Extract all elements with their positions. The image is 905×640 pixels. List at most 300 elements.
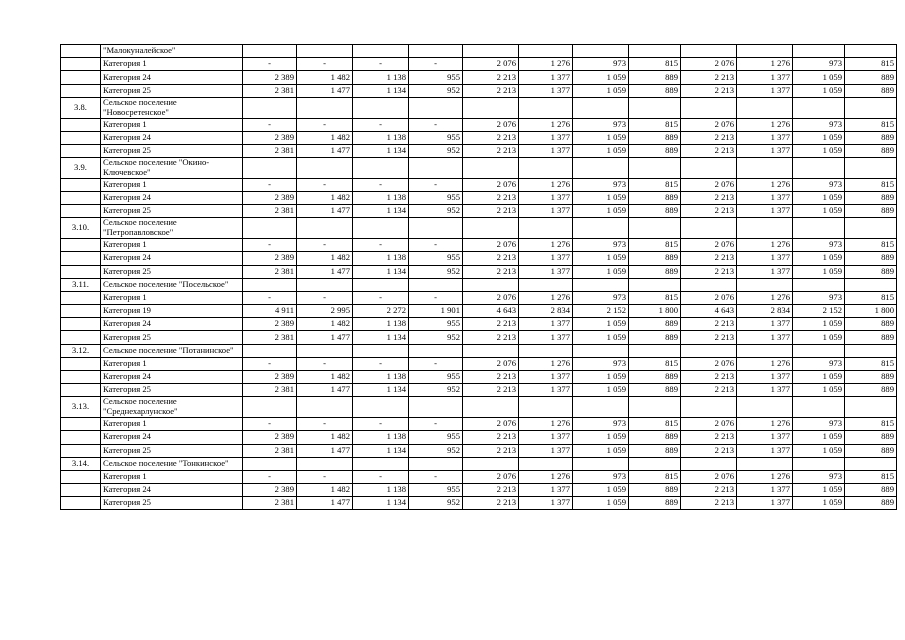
category-name-cell: Категория 1 [101, 470, 243, 483]
value-cell: 2 076 [463, 291, 519, 304]
value-cell: 1 059 [793, 205, 845, 218]
row-number-cell: 3.11. [61, 278, 101, 291]
value-cell: - [297, 58, 353, 71]
value-cell [845, 344, 897, 357]
value-cell: 2 213 [463, 444, 519, 457]
value-cell: 1 059 [573, 131, 629, 144]
value-cell [629, 218, 681, 239]
value-cell [629, 457, 681, 470]
table-row [61, 331, 897, 344]
value-cell: - [243, 239, 297, 252]
value-cell [243, 97, 297, 118]
value-cell: 2 076 [463, 58, 519, 71]
value-cell: 2 381 [243, 205, 297, 218]
value-cell [793, 218, 845, 239]
table-row [61, 418, 897, 431]
value-cell: 1 377 [737, 265, 793, 278]
section-header-row [61, 344, 897, 357]
value-cell: 2 213 [463, 497, 519, 510]
table-row [61, 318, 897, 331]
category-name-cell: Категория 24 [101, 371, 243, 384]
value-cell: 1 059 [793, 431, 845, 444]
row-number-cell [61, 239, 101, 252]
value-cell: 1 377 [737, 252, 793, 265]
value-cell: - [243, 418, 297, 431]
value-cell: 889 [629, 331, 681, 344]
value-cell: 1 059 [793, 131, 845, 144]
value-cell: - [409, 291, 463, 304]
table-row [61, 265, 897, 278]
value-cell: 1 377 [737, 144, 793, 157]
value-cell: 1 059 [793, 252, 845, 265]
value-cell: 973 [573, 239, 629, 252]
value-cell: 1 134 [353, 331, 409, 344]
value-cell: - [297, 239, 353, 252]
row-number-cell [61, 118, 101, 131]
value-cell: 889 [629, 84, 681, 97]
category-name-cell: Категория 25 [101, 205, 243, 218]
value-cell: 2 213 [463, 371, 519, 384]
value-cell: 2 213 [681, 192, 737, 205]
value-cell [409, 457, 463, 470]
category-name-cell: Категория 1 [101, 239, 243, 252]
table-row [61, 384, 897, 397]
value-cell: - [243, 470, 297, 483]
table-row [61, 470, 897, 483]
value-cell: 1 134 [353, 497, 409, 510]
section-header-row [61, 218, 897, 239]
value-cell: 973 [793, 357, 845, 370]
value-cell: 2 213 [681, 71, 737, 84]
value-cell: 1 482 [297, 318, 353, 331]
category-name-cell: Категория 1 [101, 357, 243, 370]
value-cell: 815 [845, 178, 897, 191]
value-cell: 1 377 [737, 331, 793, 344]
value-cell: 2 213 [463, 484, 519, 497]
value-cell: 1 134 [353, 384, 409, 397]
table-row [61, 371, 897, 384]
table-row [61, 131, 897, 144]
value-cell: 1 059 [573, 497, 629, 510]
value-cell: 889 [845, 205, 897, 218]
row-number-cell: 3.9. [61, 158, 101, 179]
value-cell [353, 278, 409, 291]
row-number-cell [61, 444, 101, 457]
table-row [61, 252, 897, 265]
value-cell: 815 [845, 291, 897, 304]
value-cell: 815 [629, 470, 681, 483]
value-cell: 4 911 [243, 305, 297, 318]
value-cell: 1 276 [519, 178, 573, 191]
table-row [61, 484, 897, 497]
value-cell [681, 457, 737, 470]
value-cell [681, 97, 737, 118]
row-number-cell: 3.8. [61, 97, 101, 118]
value-cell: - [409, 239, 463, 252]
value-cell: 1 477 [297, 265, 353, 278]
value-cell [845, 457, 897, 470]
value-cell: 1 482 [297, 431, 353, 444]
table-row [61, 178, 897, 191]
value-cell: - [243, 178, 297, 191]
category-name-cell: Категория 25 [101, 497, 243, 510]
value-cell: 1 138 [353, 192, 409, 205]
value-cell: - [409, 58, 463, 71]
value-cell: 2 076 [681, 58, 737, 71]
value-cell [681, 344, 737, 357]
value-cell: 1 276 [737, 470, 793, 483]
value-cell [737, 218, 793, 239]
value-cell: 973 [793, 178, 845, 191]
row-number-cell [61, 470, 101, 483]
value-cell: 1 377 [519, 384, 573, 397]
value-cell: 1 901 [409, 305, 463, 318]
value-cell: 1 059 [573, 431, 629, 444]
value-cell [793, 158, 845, 179]
value-cell: 1 377 [519, 371, 573, 384]
value-cell: - [409, 178, 463, 191]
value-cell: 1 377 [519, 265, 573, 278]
value-cell: 889 [845, 144, 897, 157]
table-row [61, 305, 897, 318]
value-cell: 815 [629, 239, 681, 252]
value-cell: 815 [629, 291, 681, 304]
value-cell: 2 381 [243, 265, 297, 278]
value-cell: 1 059 [573, 444, 629, 457]
value-cell: 889 [845, 252, 897, 265]
value-cell: 1 134 [353, 265, 409, 278]
value-cell: 815 [629, 357, 681, 370]
value-cell: 1 477 [297, 205, 353, 218]
value-cell: 1 059 [573, 265, 629, 278]
value-cell [297, 218, 353, 239]
row-number-cell [61, 291, 101, 304]
value-cell: 2 389 [243, 431, 297, 444]
value-cell: - [353, 118, 409, 131]
value-cell: 889 [629, 71, 681, 84]
value-cell [629, 97, 681, 118]
value-cell: 1 477 [297, 444, 353, 457]
value-cell: 889 [629, 384, 681, 397]
settlement-name-cell: "Малокуналейское" [101, 45, 243, 58]
value-cell: 2 076 [463, 118, 519, 131]
value-cell: 1 377 [737, 192, 793, 205]
row-number-cell [61, 71, 101, 84]
value-cell: 952 [409, 144, 463, 157]
value-cell [573, 218, 629, 239]
value-cell: 889 [629, 131, 681, 144]
value-cell [681, 158, 737, 179]
value-cell [681, 278, 737, 291]
value-cell: 889 [629, 371, 681, 384]
value-cell: 1 059 [573, 192, 629, 205]
value-cell: 973 [573, 418, 629, 431]
value-cell: 1 477 [297, 84, 353, 97]
value-cell: 1 059 [793, 71, 845, 84]
value-cell [353, 397, 409, 418]
row-number-cell: 3.10. [61, 218, 101, 239]
value-cell: - [297, 470, 353, 483]
value-cell: 955 [409, 192, 463, 205]
value-cell: 2 213 [681, 497, 737, 510]
value-cell: - [243, 357, 297, 370]
category-name-cell: Категория 25 [101, 384, 243, 397]
value-cell [793, 278, 845, 291]
value-cell: 2 152 [793, 305, 845, 318]
table-row [61, 118, 897, 131]
value-cell: 973 [793, 470, 845, 483]
row-number-cell: 3.13. [61, 397, 101, 418]
value-cell: 2 076 [681, 357, 737, 370]
row-number-cell [61, 144, 101, 157]
value-cell: 1 134 [353, 444, 409, 457]
value-cell [463, 218, 519, 239]
value-cell: 1 059 [793, 144, 845, 157]
value-cell: 2 213 [463, 331, 519, 344]
value-cell: 2 834 [737, 305, 793, 318]
section-header-row [61, 278, 897, 291]
value-cell [409, 45, 463, 58]
value-cell: 1 059 [573, 84, 629, 97]
value-cell [573, 457, 629, 470]
value-cell: 2 389 [243, 71, 297, 84]
section-header-row [61, 97, 897, 118]
value-cell: 1 276 [519, 470, 573, 483]
value-cell: 1 377 [519, 84, 573, 97]
value-cell: 1 377 [519, 444, 573, 457]
value-cell: 1 377 [519, 431, 573, 444]
value-cell [573, 344, 629, 357]
value-cell [793, 344, 845, 357]
value-cell: 2 213 [681, 331, 737, 344]
table-row [61, 239, 897, 252]
value-cell: 889 [845, 431, 897, 444]
value-cell: 1 059 [573, 484, 629, 497]
row-number-cell [61, 58, 101, 71]
value-cell [793, 97, 845, 118]
value-cell: 2 213 [681, 444, 737, 457]
value-cell: 2 213 [681, 431, 737, 444]
value-cell: 1 059 [793, 497, 845, 510]
category-name-cell: Категория 25 [101, 265, 243, 278]
value-cell [243, 344, 297, 357]
value-cell: 2 213 [463, 131, 519, 144]
value-cell: 952 [409, 497, 463, 510]
value-cell [243, 397, 297, 418]
value-cell: 1 276 [737, 291, 793, 304]
value-cell: 1 377 [737, 431, 793, 444]
value-cell: 1 800 [629, 305, 681, 318]
value-cell: 889 [845, 192, 897, 205]
row-number-cell [61, 265, 101, 278]
value-cell: 952 [409, 265, 463, 278]
value-cell [463, 397, 519, 418]
value-cell: 2 076 [463, 178, 519, 191]
value-cell: 1 377 [519, 205, 573, 218]
value-cell: 2 213 [681, 384, 737, 397]
section-header-row [61, 457, 897, 470]
row-number-cell [61, 178, 101, 191]
value-cell [409, 397, 463, 418]
value-cell: - [353, 418, 409, 431]
row-number-cell [61, 84, 101, 97]
value-cell: 2 381 [243, 444, 297, 457]
value-cell [353, 457, 409, 470]
value-cell: 1 377 [519, 144, 573, 157]
value-cell: 952 [409, 205, 463, 218]
value-cell: 973 [573, 178, 629, 191]
value-cell [681, 218, 737, 239]
value-cell: 1 059 [573, 144, 629, 157]
value-cell [519, 457, 573, 470]
value-cell [737, 457, 793, 470]
value-cell: 973 [573, 291, 629, 304]
value-cell: 973 [573, 58, 629, 71]
value-cell: 1 377 [737, 484, 793, 497]
value-cell: - [353, 470, 409, 483]
row-number-cell [61, 252, 101, 265]
category-name-cell: Категория 24 [101, 252, 243, 265]
value-cell [629, 278, 681, 291]
value-cell: 1 482 [297, 371, 353, 384]
value-cell: - [297, 118, 353, 131]
category-name-cell: Категория 24 [101, 484, 243, 497]
section-header-row [61, 397, 897, 418]
value-cell: - [243, 118, 297, 131]
category-name-cell: Категория 1 [101, 291, 243, 304]
value-cell: 815 [845, 239, 897, 252]
value-cell: 2 213 [463, 431, 519, 444]
value-cell [243, 158, 297, 179]
value-cell: 2 076 [681, 118, 737, 131]
value-cell: 889 [629, 192, 681, 205]
value-cell: 4 643 [681, 305, 737, 318]
value-cell: 1 059 [573, 318, 629, 331]
value-cell: 2 213 [463, 265, 519, 278]
value-cell: 889 [845, 444, 897, 457]
settlement-name-cell: Сельское поселение "Среднехарлунское" [101, 397, 243, 418]
table-row [61, 357, 897, 370]
settlement-name-cell: Сельское поселение "Окино-Ключевское" [101, 158, 243, 179]
value-cell [845, 278, 897, 291]
value-cell: 952 [409, 84, 463, 97]
value-cell: 952 [409, 384, 463, 397]
value-cell: - [353, 291, 409, 304]
value-cell [353, 344, 409, 357]
value-cell: 1 377 [737, 71, 793, 84]
value-cell: 815 [845, 58, 897, 71]
value-cell: 4 643 [463, 305, 519, 318]
value-cell: 1 377 [519, 252, 573, 265]
category-name-cell: Категория 1 [101, 58, 243, 71]
value-cell: - [353, 357, 409, 370]
settlement-name-cell: Сельское поселение "Посельское" [101, 278, 243, 291]
value-cell: 973 [793, 239, 845, 252]
value-cell [243, 218, 297, 239]
value-cell: - [409, 470, 463, 483]
value-cell [629, 344, 681, 357]
value-cell: 2 213 [681, 318, 737, 331]
value-cell: 1 138 [353, 71, 409, 84]
value-cell [573, 158, 629, 179]
value-cell [519, 97, 573, 118]
value-cell [793, 45, 845, 58]
value-cell: 2 076 [681, 239, 737, 252]
value-cell: 2 213 [681, 205, 737, 218]
value-cell: 1 138 [353, 371, 409, 384]
value-cell: 889 [845, 371, 897, 384]
value-cell: 1 134 [353, 84, 409, 97]
value-cell [629, 397, 681, 418]
value-cell: 1 377 [737, 384, 793, 397]
value-cell: 955 [409, 131, 463, 144]
value-cell [243, 278, 297, 291]
value-cell: 2 381 [243, 331, 297, 344]
value-cell: - [409, 418, 463, 431]
category-name-cell: Категория 1 [101, 418, 243, 431]
category-name-cell: Категория 24 [101, 71, 243, 84]
value-cell: 1 377 [519, 71, 573, 84]
value-cell [463, 45, 519, 58]
table-row [61, 58, 897, 71]
value-cell [845, 397, 897, 418]
value-cell: 1 377 [519, 318, 573, 331]
value-cell: 815 [629, 418, 681, 431]
value-cell: 2 389 [243, 318, 297, 331]
value-cell: 815 [629, 118, 681, 131]
value-cell: 2 076 [463, 357, 519, 370]
value-cell: - [353, 239, 409, 252]
value-cell: 1 138 [353, 318, 409, 331]
row-number-cell [61, 305, 101, 318]
value-cell: 955 [409, 371, 463, 384]
value-cell: 815 [845, 118, 897, 131]
value-cell: 815 [845, 357, 897, 370]
value-cell: 2 389 [243, 252, 297, 265]
value-cell: 1 134 [353, 205, 409, 218]
value-cell: 1 276 [737, 357, 793, 370]
table-row [61, 71, 897, 84]
value-cell: 1 059 [793, 192, 845, 205]
value-cell: 2 213 [463, 192, 519, 205]
value-cell: 1 377 [737, 371, 793, 384]
value-cell: 1 377 [519, 484, 573, 497]
value-cell: 1 059 [573, 331, 629, 344]
value-cell: 1 377 [519, 331, 573, 344]
value-cell: 889 [845, 331, 897, 344]
value-cell: 1 059 [573, 371, 629, 384]
value-cell: - [297, 418, 353, 431]
value-cell [463, 344, 519, 357]
row-number-cell: 3.12. [61, 344, 101, 357]
category-name-cell: Категория 24 [101, 192, 243, 205]
value-cell [297, 457, 353, 470]
settlement-name-cell: Сельское поселение "Потанинское" [101, 344, 243, 357]
value-cell: 1 276 [737, 178, 793, 191]
value-cell: 952 [409, 331, 463, 344]
value-cell: 1 477 [297, 384, 353, 397]
value-cell: 2 213 [681, 144, 737, 157]
value-cell [519, 344, 573, 357]
value-cell: 889 [629, 144, 681, 157]
value-cell [353, 218, 409, 239]
value-cell: 1 059 [793, 371, 845, 384]
value-cell: 1 482 [297, 71, 353, 84]
value-cell: 1 276 [737, 58, 793, 71]
value-cell: 2 213 [681, 265, 737, 278]
table-row [61, 431, 897, 444]
value-cell: 1 377 [737, 318, 793, 331]
